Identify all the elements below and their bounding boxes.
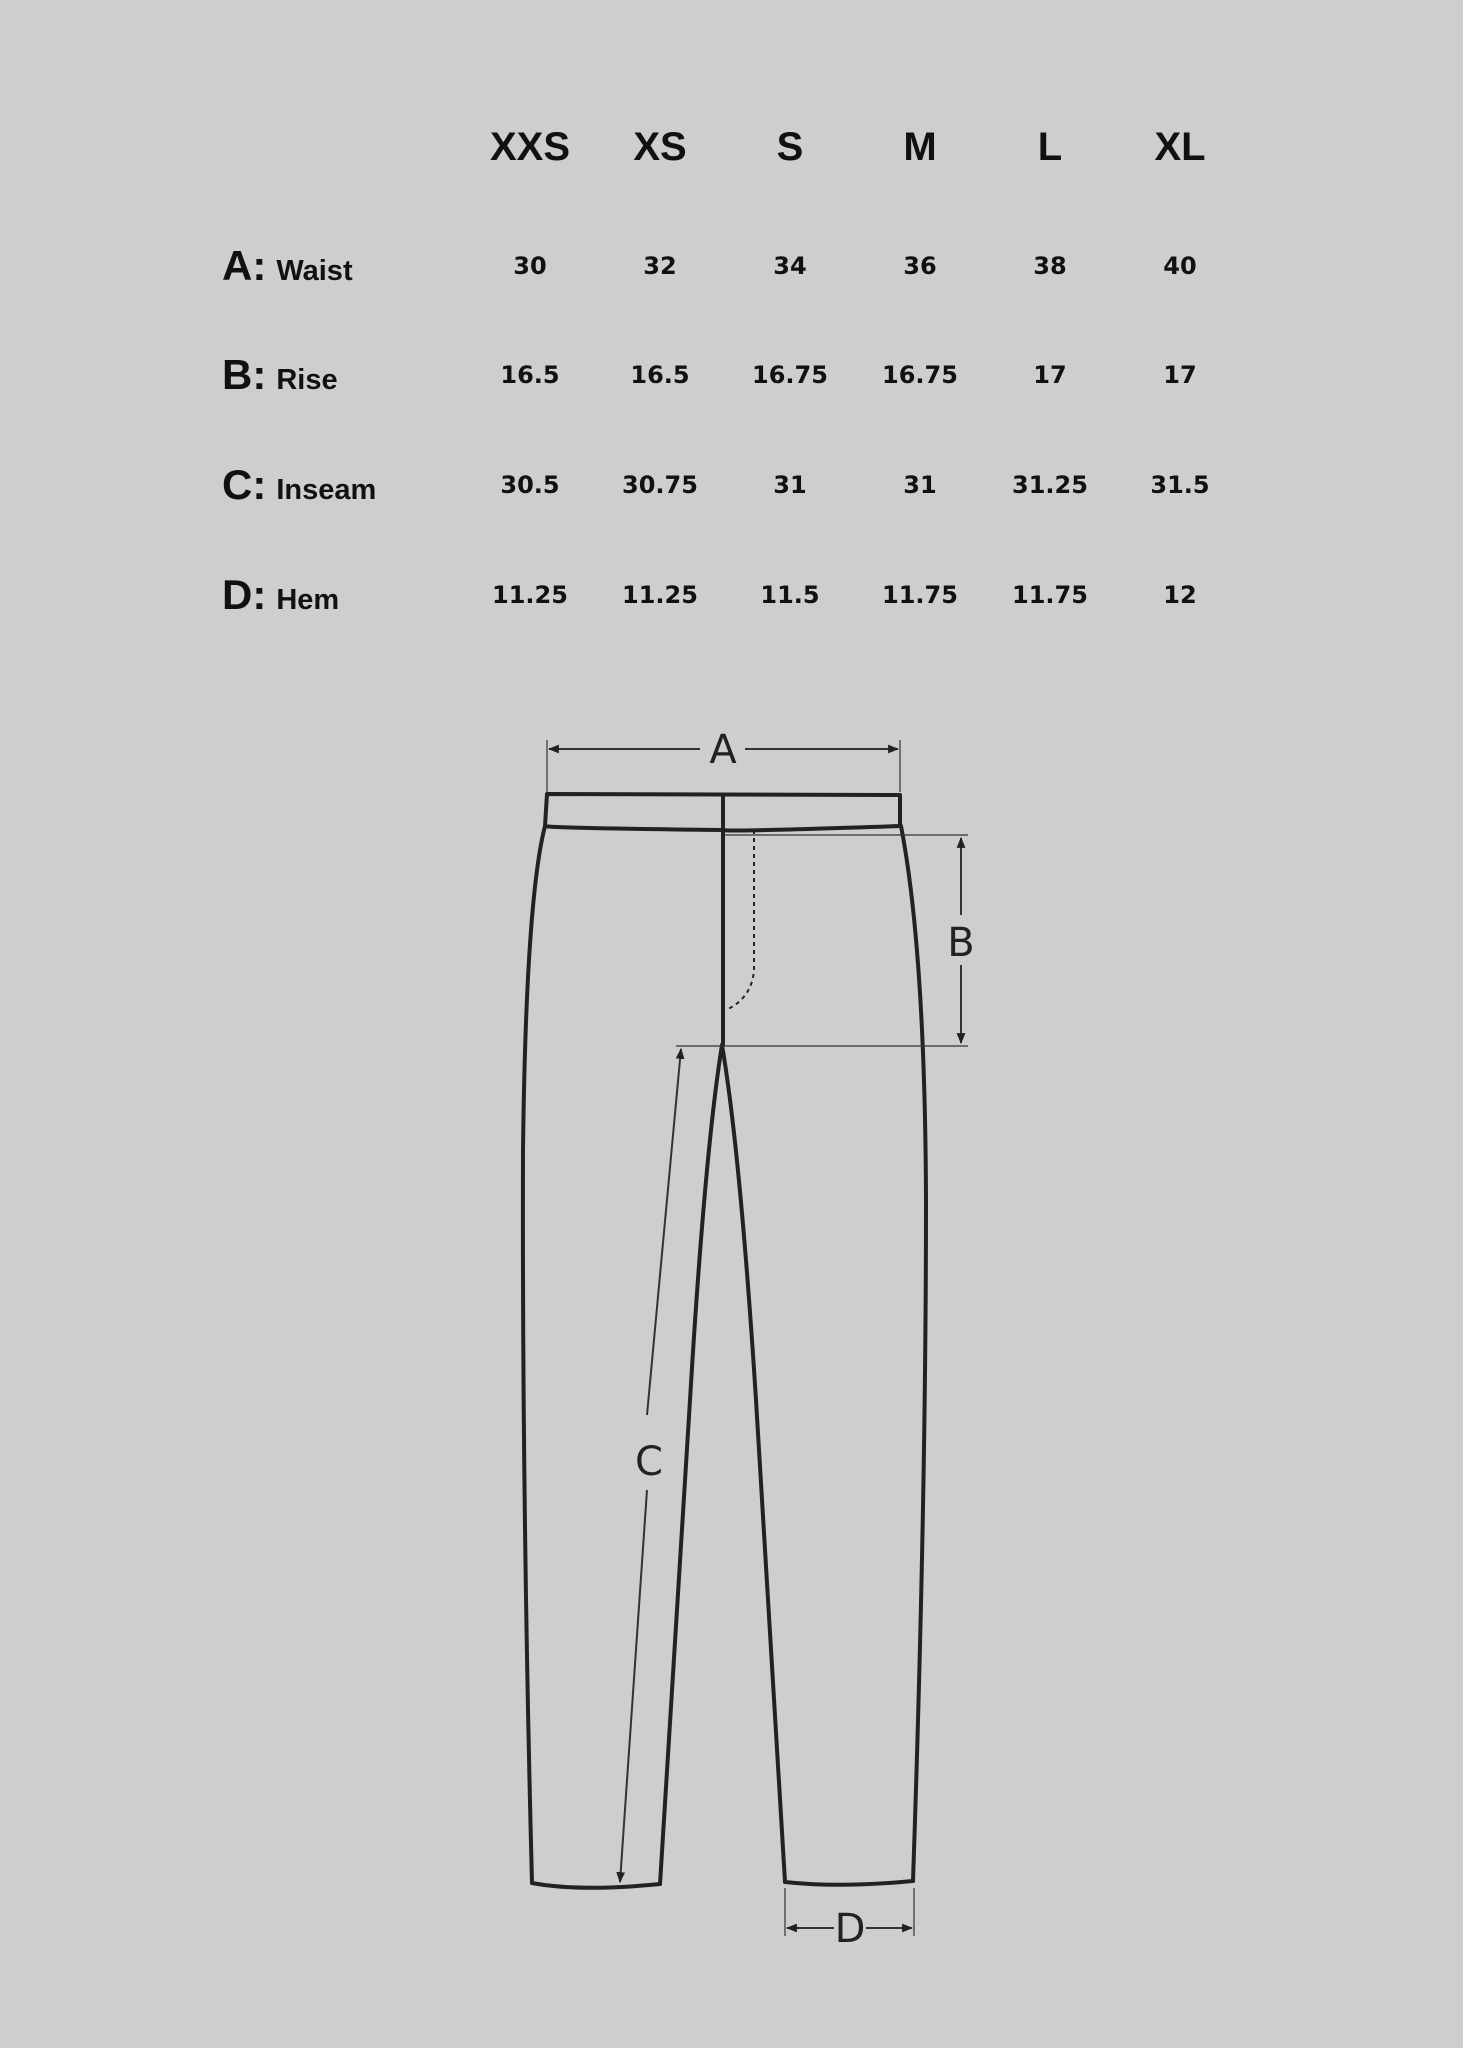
- row-name: Hem: [276, 583, 340, 616]
- size-header-s: S: [776, 125, 804, 169]
- value-cell: 30.5: [500, 471, 560, 499]
- row-letter: D:: [222, 570, 267, 618]
- value-cell: 11.5: [760, 580, 820, 609]
- dimension-label-a: A: [709, 727, 737, 773]
- value-cell: 12: [1163, 580, 1197, 609]
- size-header-xs: XS: [633, 125, 687, 169]
- value-cell: 31.25: [1012, 471, 1088, 499]
- value-cell: 38: [1033, 252, 1067, 280]
- value-cell: 31: [903, 471, 937, 499]
- dimension-label-d: D: [834, 1906, 866, 1952]
- dimension-b: [676, 835, 968, 1046]
- row-name: Rise: [276, 364, 338, 396]
- dimension-label-b: B: [947, 920, 975, 966]
- fly-stitching: [726, 830, 754, 1010]
- pants-outline: [523, 794, 926, 1888]
- row-letter: C:: [222, 461, 267, 508]
- row-letter: A:: [222, 242, 267, 289]
- value-cell: 30.75: [622, 471, 698, 499]
- value-cell: 16.5: [500, 361, 560, 389]
- size-header-xxs: XXS: [489, 125, 571, 169]
- value-cell: 11.75: [882, 580, 958, 609]
- value-cell: 16.5: [630, 361, 690, 389]
- right-hem: [785, 1881, 913, 1885]
- value-cell: 31.5: [1150, 471, 1210, 499]
- value-cell: 11.75: [1012, 580, 1088, 609]
- size-header-m: M: [903, 125, 937, 169]
- row-letter: B:: [222, 351, 267, 398]
- value-cell: 40: [1163, 252, 1197, 280]
- value-cell: 16.75: [752, 361, 828, 389]
- value-cell: 17: [1163, 361, 1197, 389]
- value-cell: 11.25: [622, 580, 698, 609]
- size-header-l: L: [1037, 125, 1063, 169]
- row-name: Waist: [276, 255, 353, 287]
- size-header-xl: XL: [1154, 125, 1206, 169]
- right-inseam: [722, 1045, 785, 1882]
- left-outseam: [523, 826, 545, 1883]
- right-outseam: [901, 826, 926, 1881]
- value-cell: 34: [773, 252, 807, 280]
- value-cell: 11.25: [492, 580, 568, 609]
- left-hem: [532, 1883, 660, 1888]
- value-cell: 36: [903, 252, 937, 280]
- value-cell: 32: [643, 252, 677, 280]
- value-cell: 17: [1033, 361, 1067, 389]
- value-cell: 30: [513, 252, 547, 280]
- dimension-label-c: C: [635, 1439, 663, 1485]
- value-cell: 31: [773, 471, 807, 499]
- value-cell: 16.75: [882, 361, 958, 389]
- row-name: Inseam: [276, 474, 377, 506]
